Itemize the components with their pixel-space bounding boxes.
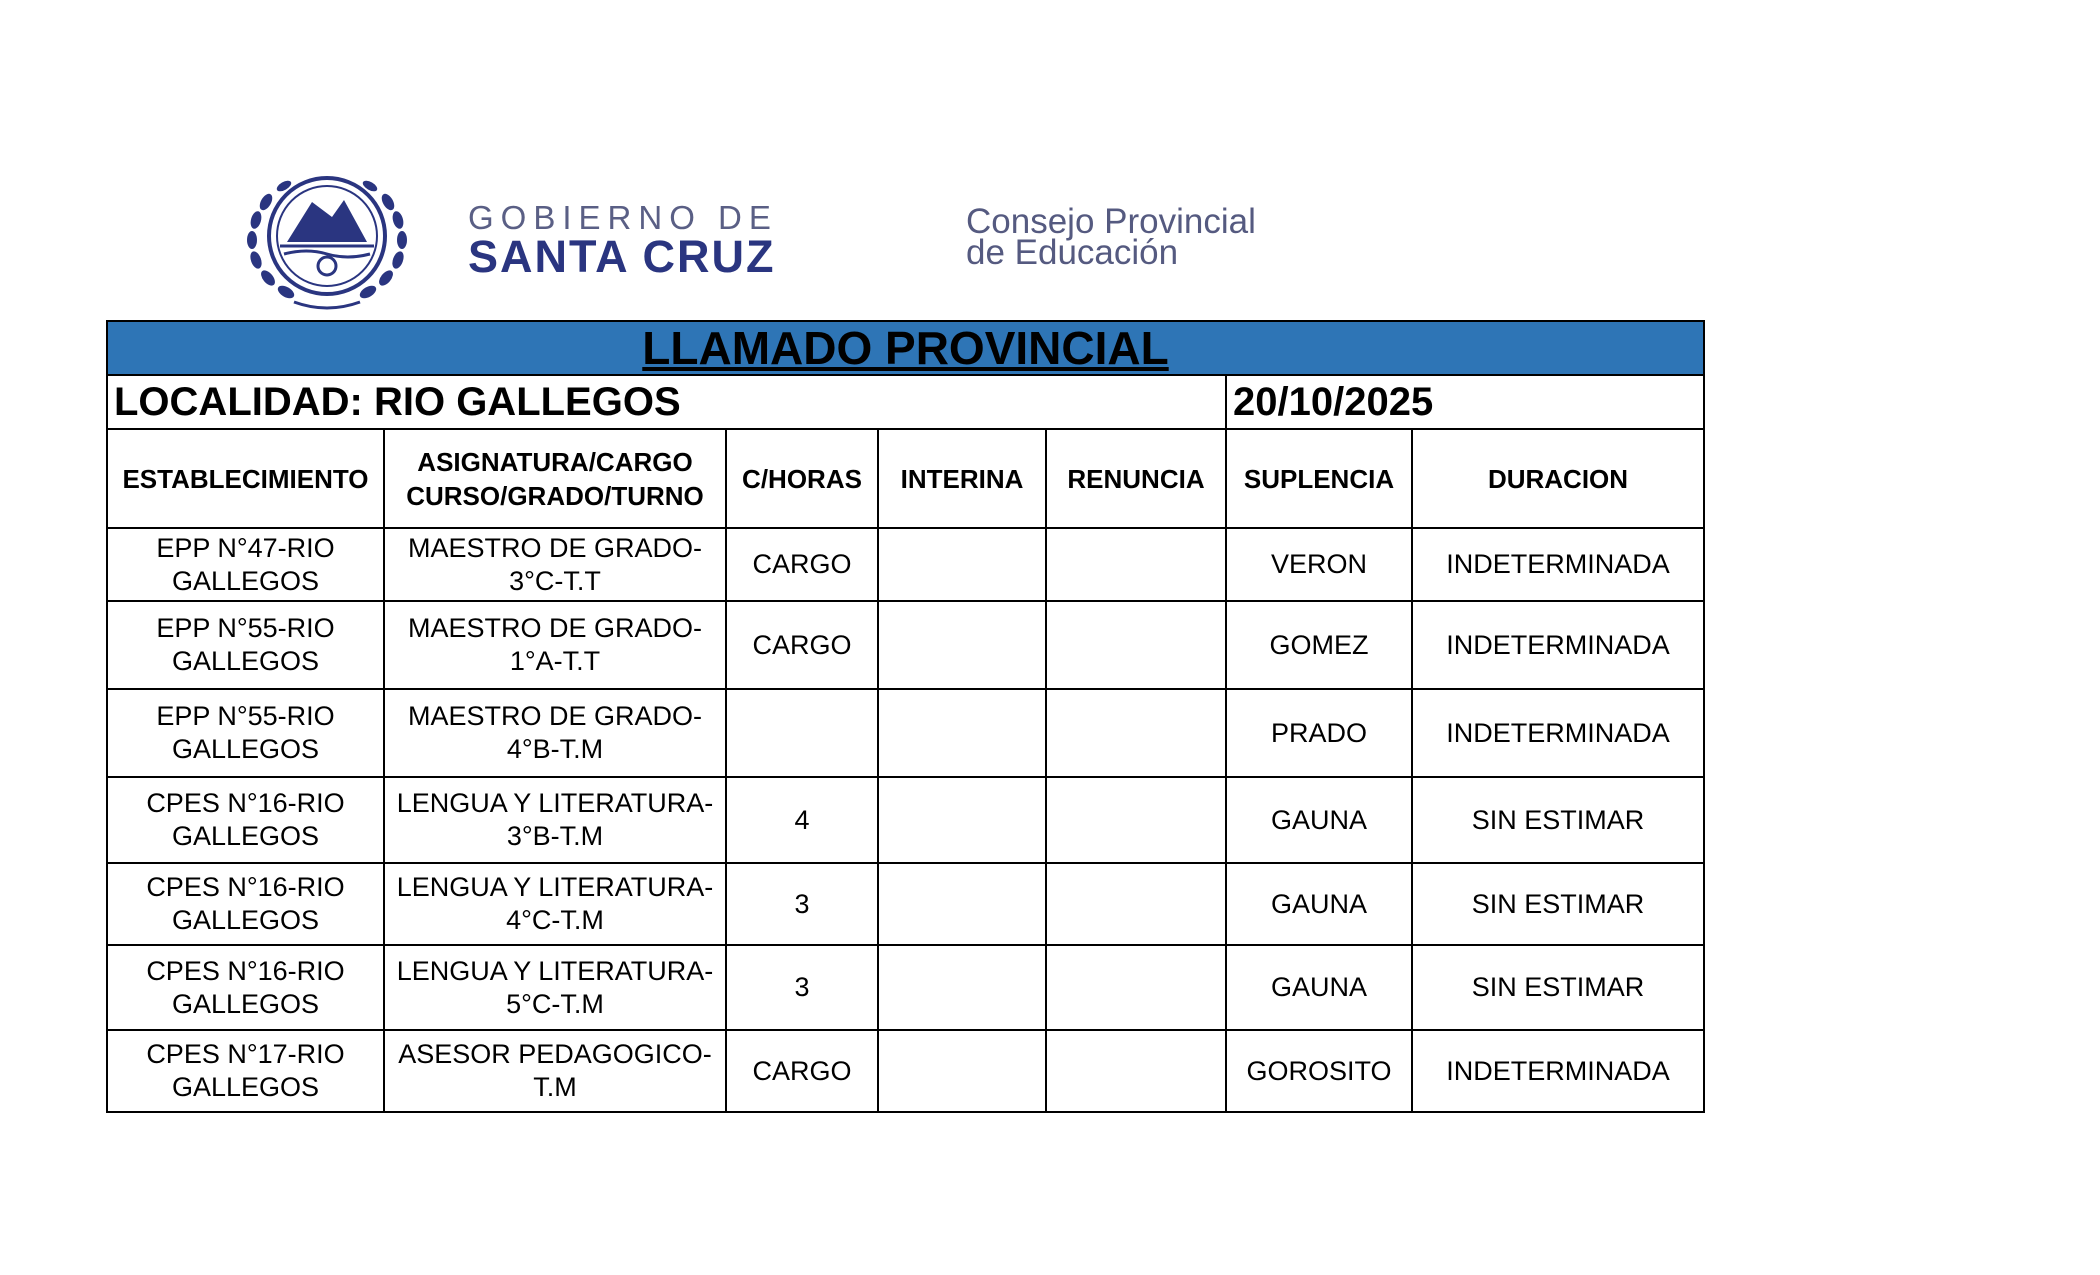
cell-horas: 4 [726, 777, 878, 863]
cell-renuncia [1046, 689, 1226, 777]
asignatura-line2: 1°A-T.T [509, 646, 601, 676]
asignatura-line1: LENGUA Y LITERATURA- [396, 955, 714, 986]
establecimiento-line1: CPES N°16-RIO [146, 872, 345, 902]
cell-establecimiento [107, 528, 384, 601]
cell-asignatura [384, 689, 726, 777]
asignatura-line2: 4°C-T.M [506, 905, 604, 935]
cell-suplencia: GAUNA [1226, 945, 1412, 1030]
column-header-establecimiento: ESTABLECIMIENTO [107, 429, 384, 528]
cell-asignatura [384, 945, 726, 1030]
locality-label: LOCALIDAD: RIO GALLEGOS [107, 375, 1226, 429]
cell-horas: CARGO [726, 528, 878, 601]
column-header-asignatura [384, 429, 726, 528]
vacancy-table [106, 320, 1705, 1113]
cell-duracion: INDETERMINADA [1412, 601, 1704, 689]
cell-renuncia [1046, 945, 1226, 1030]
cell-renuncia [1046, 528, 1226, 601]
table-row [107, 689, 1704, 777]
asignatura-line2: 4°B-T.M [506, 734, 604, 764]
table-row [107, 1030, 1704, 1112]
table-row [107, 777, 1704, 863]
table-row [107, 528, 1704, 601]
cell-establecimiento [107, 1030, 384, 1112]
gobierno-santa-cruz-logo [468, 199, 778, 282]
cell-interina [878, 945, 1046, 1030]
cell-suplencia: PRADO [1226, 689, 1412, 777]
cell-duracion: INDETERMINADA [1412, 689, 1704, 777]
cell-interina [878, 689, 1046, 777]
asignatura-line1: MAESTRO DE GRADO- [407, 532, 703, 563]
establecimiento-line2: GALLEGOS [171, 988, 320, 1019]
column-header-asignatura-line2: CURSO/GRADO/TURNO [406, 480, 704, 511]
cell-renuncia [1046, 863, 1226, 945]
establecimiento-line2: GALLEGOS [171, 905, 320, 935]
cell-establecimiento [107, 777, 384, 863]
establecimiento-line2: GALLEGOS [171, 821, 320, 851]
column-header-duracion: DURACION [1412, 429, 1704, 528]
council-line-1: Consejo Provincial [966, 202, 1256, 241]
asignatura-line1: LENGUA Y LITERATURA- [396, 872, 714, 902]
column-header-renuncia: RENUNCIA [1046, 429, 1226, 528]
column-header-interina: INTERINA [878, 429, 1046, 528]
asignatura-line2: 5°C-T.M [506, 988, 604, 1019]
cell-suplencia: GOROSITO [1226, 1030, 1412, 1112]
asignatura-line2: 3°C-T.T [509, 565, 601, 596]
asignatura-line2: 3°B-T.M [506, 821, 604, 851]
establecimiento-line1: CPES N°16-RIO [146, 788, 345, 818]
cell-renuncia [1046, 777, 1226, 863]
cell-duracion: SIN ESTIMAR [1412, 945, 1704, 1030]
establecimiento-line2: GALLEGOS [171, 565, 320, 596]
asignatura-line1: MAESTRO DE GRADO- [407, 613, 703, 643]
cell-duracion: SIN ESTIMAR [1412, 777, 1704, 863]
cell-interina [878, 528, 1046, 601]
asignatura-line1: LENGUA Y LITERATURA- [396, 788, 714, 818]
cell-asignatura [384, 528, 726, 601]
establecimiento-line1: EPP N°55-RIO [156, 613, 335, 643]
establecimiento-line2: GALLEGOS [171, 1072, 320, 1102]
establecimiento-line1: CPES N°16-RIO [146, 955, 345, 986]
cell-renuncia [1046, 1030, 1226, 1112]
establecimiento-line1: EPP N°55-RIO [156, 701, 335, 731]
table-row [107, 601, 1704, 689]
cell-establecimiento [107, 945, 384, 1030]
cell-renuncia [1046, 601, 1226, 689]
cell-suplencia: GAUNA [1226, 777, 1412, 863]
cell-establecimiento [107, 601, 384, 689]
call-date: 20/10/2025 [1226, 375, 1704, 429]
council-line-2: de Educación [966, 233, 1179, 272]
cell-duracion: SIN ESTIMAR [1412, 863, 1704, 945]
consejo-provincial-logo [966, 202, 1256, 272]
column-header-asignatura-line1: ASIGNATURA/CARGO [417, 446, 693, 477]
establecimiento-line1: EPP N°47-RIO [156, 532, 335, 563]
cell-horas: CARGO [726, 601, 878, 689]
cell-duracion: INDETERMINADA [1412, 1030, 1704, 1112]
santa-cruz-seal-logo [232, 162, 422, 312]
establecimiento-line1: CPES N°17-RIO [146, 1039, 345, 1069]
cell-interina [878, 601, 1046, 689]
establecimiento-line2: GALLEGOS [171, 734, 320, 764]
cell-interina [878, 1030, 1046, 1112]
cell-establecimiento [107, 863, 384, 945]
asignatura-line2: T.M [533, 1072, 577, 1102]
asignatura-line1: MAESTRO DE GRADO- [407, 701, 703, 731]
page-title: LLAMADO PROVINCIAL [107, 321, 1704, 375]
cell-asignatura [384, 601, 726, 689]
cell-suplencia: GAUNA [1226, 863, 1412, 945]
cell-asignatura [384, 863, 726, 945]
government-line-1: GOBIERNO DE [468, 199, 778, 236]
column-header-horas: C/HORAS [726, 429, 878, 528]
cell-suplencia: VERON [1226, 528, 1412, 601]
cell-asignatura [384, 777, 726, 863]
cell-horas: 3 [726, 863, 878, 945]
cell-suplencia: GOMEZ [1226, 601, 1412, 689]
cell-asignatura [384, 1030, 726, 1112]
cell-horas: 3 [726, 945, 878, 1030]
government-line-2: SANTA CRUZ [468, 231, 776, 282]
cell-duracion: INDETERMINADA [1412, 528, 1704, 601]
column-header-suplencia: SUPLENCIA [1226, 429, 1412, 528]
cell-interina [878, 863, 1046, 945]
table-row [107, 945, 1704, 1030]
asignatura-line1: ASESOR PEDAGOGICO- [398, 1039, 712, 1069]
establecimiento-line2: GALLEGOS [171, 646, 320, 676]
cell-horas: CARGO [726, 1030, 878, 1112]
cell-establecimiento [107, 689, 384, 777]
table-row [107, 863, 1704, 945]
cell-horas [726, 689, 878, 777]
cell-interina [878, 777, 1046, 863]
